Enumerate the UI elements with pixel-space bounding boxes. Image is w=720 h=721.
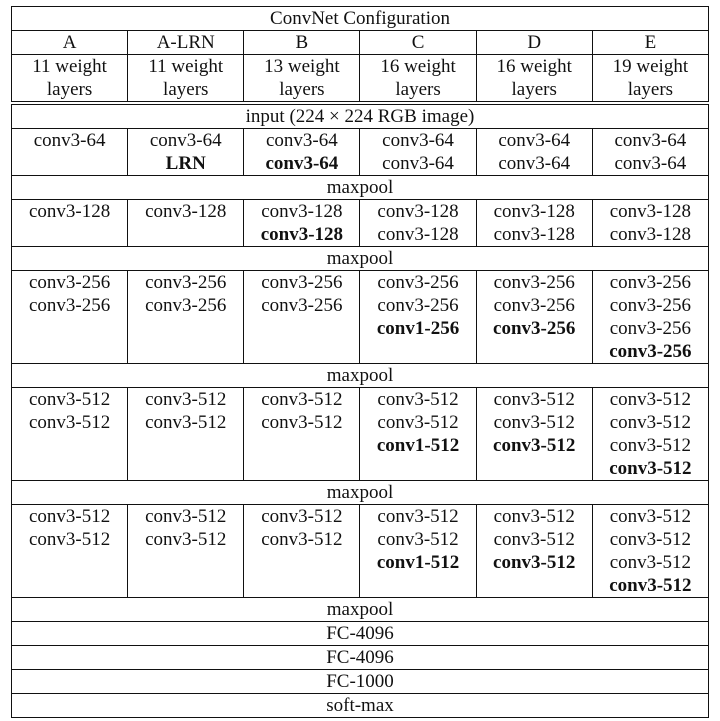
conv-layer: conv3-512 bbox=[609, 552, 692, 573]
maxpool-layer-row bbox=[12, 481, 709, 505]
conv-layer: conv3-64 bbox=[149, 130, 222, 151]
weights-line: 13 weight bbox=[264, 56, 340, 77]
fc-1000-layer: FC-1000 bbox=[12, 670, 709, 694]
conv-layer: conv3-128 bbox=[145, 201, 227, 222]
conv-layer: conv3-64 bbox=[382, 153, 454, 174]
conv-block-row bbox=[12, 505, 709, 598]
conv-cell-c bbox=[360, 200, 476, 247]
weights-line: layers bbox=[511, 79, 557, 100]
column-name-e: E bbox=[592, 31, 708, 55]
conv-layer: conv3-512 bbox=[609, 412, 692, 433]
weights-a bbox=[12, 55, 128, 102]
maxpool-layer-row bbox=[12, 364, 709, 388]
maxpool-layer: maxpool bbox=[12, 598, 709, 622]
conv-cell-d bbox=[476, 271, 592, 364]
conv-layer: conv3-256 bbox=[609, 318, 692, 339]
added-layer: conv3-64 bbox=[265, 153, 339, 174]
conv-layer: conv3-512 bbox=[28, 529, 111, 550]
column-name-c: C bbox=[360, 31, 476, 55]
input-layer: input (224 × 224 RGB image) bbox=[12, 105, 709, 129]
weights-line: layers bbox=[46, 79, 93, 100]
weight-layers-row bbox=[12, 55, 709, 102]
added-layer: conv1-512 bbox=[376, 435, 460, 456]
added-layer: conv3-512 bbox=[493, 552, 576, 573]
weights-e bbox=[592, 55, 708, 102]
conv-layer: conv3-512 bbox=[377, 529, 459, 550]
conv-cell-e bbox=[592, 388, 708, 481]
conv-layer: conv3-128 bbox=[609, 224, 692, 245]
weights-line: 16 weight bbox=[380, 56, 456, 77]
conv-layer: conv3-512 bbox=[377, 412, 459, 433]
fc-4096-layer-row bbox=[12, 622, 709, 646]
conv-cell-a-lrn bbox=[128, 505, 244, 598]
conv-cell-a bbox=[12, 200, 128, 247]
conv-layer: conv3-512 bbox=[145, 529, 227, 550]
conv-cell-a-lrn bbox=[128, 129, 244, 176]
conv-block-row bbox=[12, 200, 709, 247]
maxpool-layer: maxpool bbox=[12, 176, 709, 200]
conv-layer: conv3-256 bbox=[28, 295, 111, 316]
conv-cell-e bbox=[592, 271, 708, 364]
fc-4096-layer-row bbox=[12, 646, 709, 670]
added-layer: conv3-256 bbox=[493, 318, 576, 339]
weights-line: 16 weight bbox=[496, 56, 572, 77]
conv-cell-a bbox=[12, 271, 128, 364]
weights-a-lrn bbox=[128, 55, 244, 102]
conv-layer: conv3-512 bbox=[28, 412, 111, 433]
conv-layer: conv3-64 bbox=[614, 130, 687, 151]
input-layer-row bbox=[12, 105, 709, 129]
conv-layer: conv3-64 bbox=[382, 130, 454, 151]
conv-layer: conv3-512 bbox=[493, 412, 575, 433]
conv-layer: conv3-512 bbox=[261, 389, 343, 410]
column-name-a: A bbox=[12, 31, 128, 55]
conv-layer: conv3-512 bbox=[609, 529, 692, 550]
conv-cell-a bbox=[12, 129, 128, 176]
weights-line: 11 weight bbox=[32, 56, 107, 77]
fc-1000-layer-row bbox=[12, 670, 709, 694]
weights-d bbox=[476, 55, 592, 102]
column-name-d: D bbox=[476, 31, 592, 55]
table-title: ConvNet Configuration bbox=[12, 7, 709, 31]
conv-cell-c bbox=[360, 505, 476, 598]
conv-layer: conv3-512 bbox=[145, 506, 227, 527]
conv-layer: conv3-256 bbox=[609, 272, 692, 293]
conv-layer: conv3-512 bbox=[28, 506, 111, 527]
conv-layer: conv3-512 bbox=[261, 529, 343, 550]
conv-layer: conv3-256 bbox=[261, 272, 343, 293]
conv-layer: conv3-64 bbox=[33, 130, 106, 151]
conv-layer: conv3-128 bbox=[377, 224, 459, 245]
conv-cell-a bbox=[12, 388, 128, 481]
conv-cell-e bbox=[592, 200, 708, 247]
conv-cell-c bbox=[360, 129, 476, 176]
column-name-a-lrn: A-LRN bbox=[128, 31, 244, 55]
added-layer: LRN bbox=[165, 153, 206, 174]
conv-layer: conv3-64 bbox=[498, 153, 571, 174]
weights-b bbox=[244, 55, 360, 102]
conv-cell-d bbox=[476, 388, 592, 481]
conv-layer: conv3-256 bbox=[377, 272, 459, 293]
conv-layer: conv3-512 bbox=[493, 529, 575, 550]
conv-cell-b bbox=[244, 388, 360, 481]
softmax-layer: soft-max bbox=[12, 694, 709, 718]
conv-layer: conv3-512 bbox=[28, 389, 111, 410]
maxpool-layer: maxpool bbox=[12, 481, 709, 505]
conv-layer: conv3-256 bbox=[261, 295, 343, 316]
conv-layer: conv3-64 bbox=[266, 130, 338, 151]
config-header-table bbox=[11, 6, 709, 102]
conv-layer: conv3-512 bbox=[261, 506, 343, 527]
conv-layer: conv3-128 bbox=[261, 201, 343, 222]
conv-layer: conv3-256 bbox=[609, 295, 692, 316]
conv-cell-c bbox=[360, 271, 476, 364]
conv-layer: conv3-256 bbox=[28, 272, 111, 293]
conv-layer: conv3-256 bbox=[493, 295, 575, 316]
conv-cell-b bbox=[244, 505, 360, 598]
weights-c bbox=[360, 55, 476, 102]
conv-layer: conv3-512 bbox=[377, 506, 459, 527]
added-layer: conv1-256 bbox=[376, 318, 460, 339]
conv-block-row bbox=[12, 129, 709, 176]
fc-4096-layer: FC-4096 bbox=[12, 622, 709, 646]
conv-cell-a-lrn bbox=[128, 200, 244, 247]
column-name-b: B bbox=[244, 31, 360, 55]
conv-block-row bbox=[12, 271, 709, 364]
conv-layer: conv3-512 bbox=[261, 412, 343, 433]
softmax-layer-row bbox=[12, 694, 709, 718]
conv-layer: conv3-512 bbox=[609, 389, 692, 410]
conv-layer: conv3-128 bbox=[493, 224, 575, 245]
maxpool-layer-row bbox=[12, 598, 709, 622]
conv-cell-d bbox=[476, 200, 592, 247]
conv-cell-a-lrn bbox=[128, 388, 244, 481]
added-layer: conv3-256 bbox=[609, 341, 692, 362]
fc-4096-layer: FC-4096 bbox=[12, 646, 709, 670]
weights-line: layers bbox=[163, 79, 209, 100]
conv-layer: conv3-512 bbox=[145, 389, 227, 410]
maxpool-layer-row bbox=[12, 247, 709, 271]
conv-cell-b bbox=[244, 129, 360, 176]
conv-layer: conv3-128 bbox=[493, 201, 575, 222]
conv-layer: conv3-128 bbox=[28, 201, 111, 222]
config-body-table bbox=[11, 104, 709, 718]
conv-layer: conv3-512 bbox=[493, 506, 575, 527]
added-layer: conv1-512 bbox=[376, 552, 460, 573]
conv-cell-a bbox=[12, 505, 128, 598]
weights-line: layers bbox=[279, 79, 325, 100]
conv-layer: conv3-64 bbox=[614, 153, 687, 174]
maxpool-layer-row bbox=[12, 176, 709, 200]
conv-cell-a-lrn bbox=[128, 271, 244, 364]
conv-layer: conv3-512 bbox=[377, 389, 459, 410]
added-layer: conv3-512 bbox=[493, 435, 576, 456]
conv-layer: conv3-512 bbox=[609, 435, 692, 456]
conv-layer: conv3-256 bbox=[377, 295, 459, 316]
conv-cell-d bbox=[476, 505, 592, 598]
maxpool-layer: maxpool bbox=[12, 247, 709, 271]
weights-line: 11 weight bbox=[148, 56, 224, 77]
conv-layer: conv3-64 bbox=[498, 130, 571, 151]
conv-cell-b bbox=[244, 271, 360, 364]
maxpool-layer: maxpool bbox=[12, 364, 709, 388]
weights-line: layers bbox=[627, 79, 674, 100]
conv-layer: conv3-512 bbox=[609, 506, 692, 527]
weights-line: 19 weight bbox=[612, 56, 689, 77]
conv-cell-d bbox=[476, 129, 592, 176]
conv-cell-e bbox=[592, 505, 708, 598]
added-layer: conv3-512 bbox=[609, 575, 692, 596]
added-layer: conv3-512 bbox=[609, 458, 692, 479]
added-layer: conv3-128 bbox=[260, 224, 344, 245]
conv-layer: conv3-512 bbox=[493, 389, 575, 410]
weights-line: layers bbox=[395, 79, 441, 100]
conv-cell-e bbox=[592, 129, 708, 176]
conv-layer: conv3-256 bbox=[493, 272, 575, 293]
conv-layer: conv3-512 bbox=[145, 412, 227, 433]
conv-cell-c bbox=[360, 388, 476, 481]
conv-block-row bbox=[12, 388, 709, 481]
conv-layer: conv3-128 bbox=[377, 201, 459, 222]
column-names-row bbox=[12, 31, 709, 55]
conv-cell-b bbox=[244, 200, 360, 247]
conv-layer: conv3-256 bbox=[145, 272, 227, 293]
conv-layer: conv3-128 bbox=[609, 201, 692, 222]
conv-layer: conv3-256 bbox=[145, 295, 227, 316]
